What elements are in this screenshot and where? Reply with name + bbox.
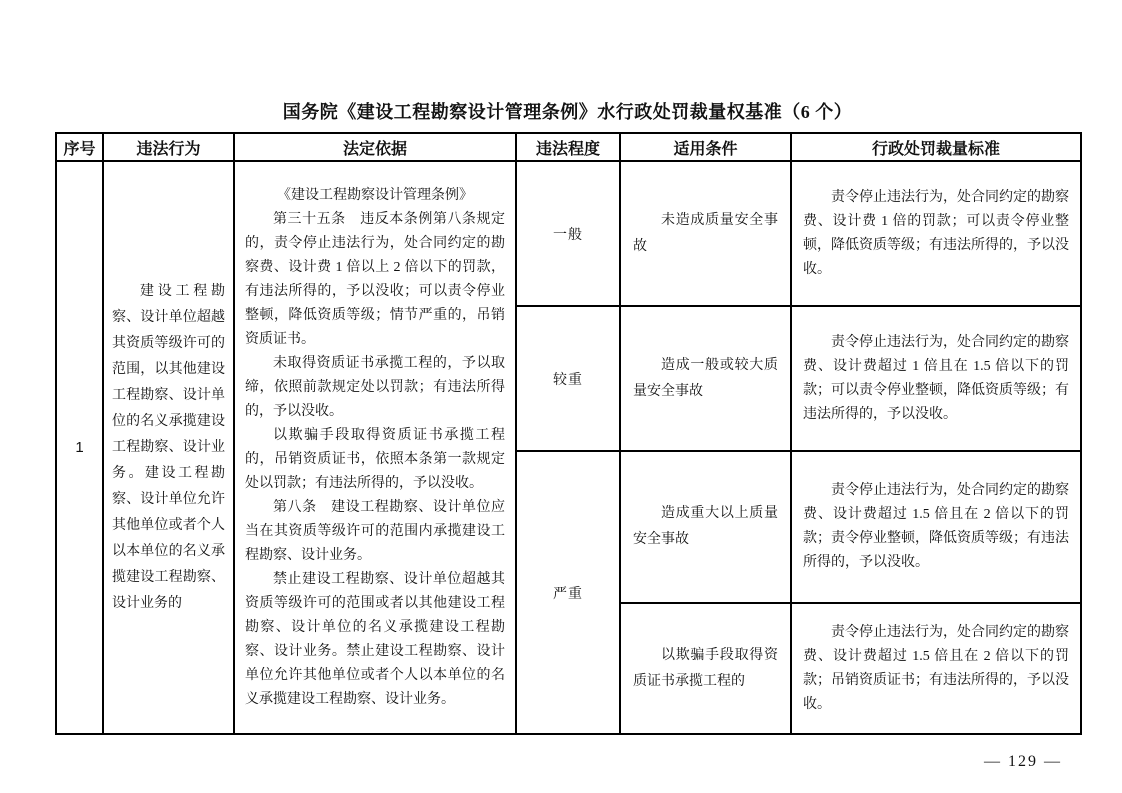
condition-text: 以欺骗手段取得资质证书承揽工程的 <box>633 647 778 689</box>
condition-text: 未造成质量安全事故 <box>633 212 778 254</box>
degree-cell-severe: 严重 <box>516 451 620 734</box>
column-header-degree: 违法程度 <box>516 133 620 161</box>
legal-basis-heading: 《建设工程勘察设计管理条例》 <box>277 187 473 203</box>
legal-basis-paragraph: 以欺骗手段取得资质证书承揽工程的，吊销资质证书，依照本条第一款规定处以罚款；有违法所得的，予以没收。 <box>245 427 505 491</box>
condition-cell <box>620 603 791 734</box>
table-row <box>56 161 1081 306</box>
column-header-condition: 适用条件 <box>620 133 791 161</box>
penalty-cell <box>791 603 1081 734</box>
condition-cell <box>620 161 791 306</box>
penalty-text: 责令停止违法行为，处合同约定的勘察费、设计费 1 倍的罚款；可以责令停业整顿，降低资质等级；有违法所得的，予以没收。 <box>803 189 1069 277</box>
legal-basis-cell <box>234 161 516 734</box>
penalty-text: 责令停止违法行为，处合同约定的勘察费、设计费超过 1 倍且在 1.5 倍以下的罚款；可以责令停业整顿，降低资质等级；有违法所得的，予以没收。 <box>803 334 1069 422</box>
column-header-penalty-standard: 行政处罚裁量标准 <box>791 133 1081 161</box>
row-index-cell: 1 <box>56 161 103 734</box>
degree-cell-general: 一般 <box>516 161 620 306</box>
condition-cell <box>620 306 791 451</box>
legal-basis-paragraph: 禁止建设工程勘察、设计单位超越其资质等级许可的范围或者以其他建设工程勘察、设计单位的名义承揽建设工程勘察、设计业务。禁止建设工程勘察、设计单位允许其他单位或者个人以本单位的名义承揽建设工程勘察、设计业务。 <box>245 571 505 707</box>
table-header-row <box>56 133 1081 161</box>
illegal-act-text: 建设工程勘察、设计单位超越其资质等级许可的范围，以其他建设工程勘察、设计单位的名义承揽建设工程勘察、设计业务。建设工程勘察、设计单位允许其他单位或者个人以本单位的名义承揽建设工程勘察、设计业务的 <box>112 283 225 611</box>
condition-text: 造成重大以上质量安全事故 <box>633 506 778 547</box>
penalty-cell <box>791 451 1081 603</box>
penalty-text: 责令停止违法行为，处合同约定的勘察费、设计费超过 1.5 倍且在 2 倍以下的罚款；责令停业整顿，降低资质等级；有违法所得的，予以没收。 <box>803 483 1069 570</box>
column-header-illegal-act: 违法行为 <box>103 133 234 161</box>
penalty-cell <box>791 306 1081 451</box>
penalty-text: 责令停止违法行为，处合同约定的勘察费、设计费超过 1.5 倍且在 2 倍以下的罚款；吊销资质证书；有违法所得的，予以没收。 <box>803 624 1069 712</box>
legal-basis-paragraph: 第八条 建设工程勘察、设计单位应当在其资质等级许可的范围内承揽建设工程勘察、设计业务。 <box>245 499 505 563</box>
column-header-legal-basis: 法定依据 <box>234 133 516 161</box>
degree-cell-moderate: 较重 <box>516 306 620 451</box>
penalty-cell <box>791 161 1081 306</box>
condition-text: 造成一般或较大质量安全事故 <box>633 357 778 399</box>
penalty-standards-table <box>55 132 1082 735</box>
legal-basis-paragraph: 第三十五条 违反本条例第八条规定的，责令停止违法行为，处合同约定的勘察费、设计费 1 倍以上 2 倍以下的罚款，有违法所得的，予以没收；可以责令停业整顿，降低资质等级；情节严重的，吊销资质证书。 <box>245 211 505 347</box>
legal-basis-paragraph: 未取得资质证书承揽工程的，予以取缔，依照前款规定处以罚款；有违法所得的，予以没收。 <box>245 355 505 419</box>
column-header-index: 序号 <box>56 133 103 161</box>
page-number: — 129 — <box>984 753 1062 770</box>
illegal-act-cell <box>103 161 234 734</box>
page-title: 国务院《建设工程勘察设计管理条例》水行政处罚裁量权基准（6 个） <box>282 102 853 122</box>
condition-cell <box>620 451 791 603</box>
